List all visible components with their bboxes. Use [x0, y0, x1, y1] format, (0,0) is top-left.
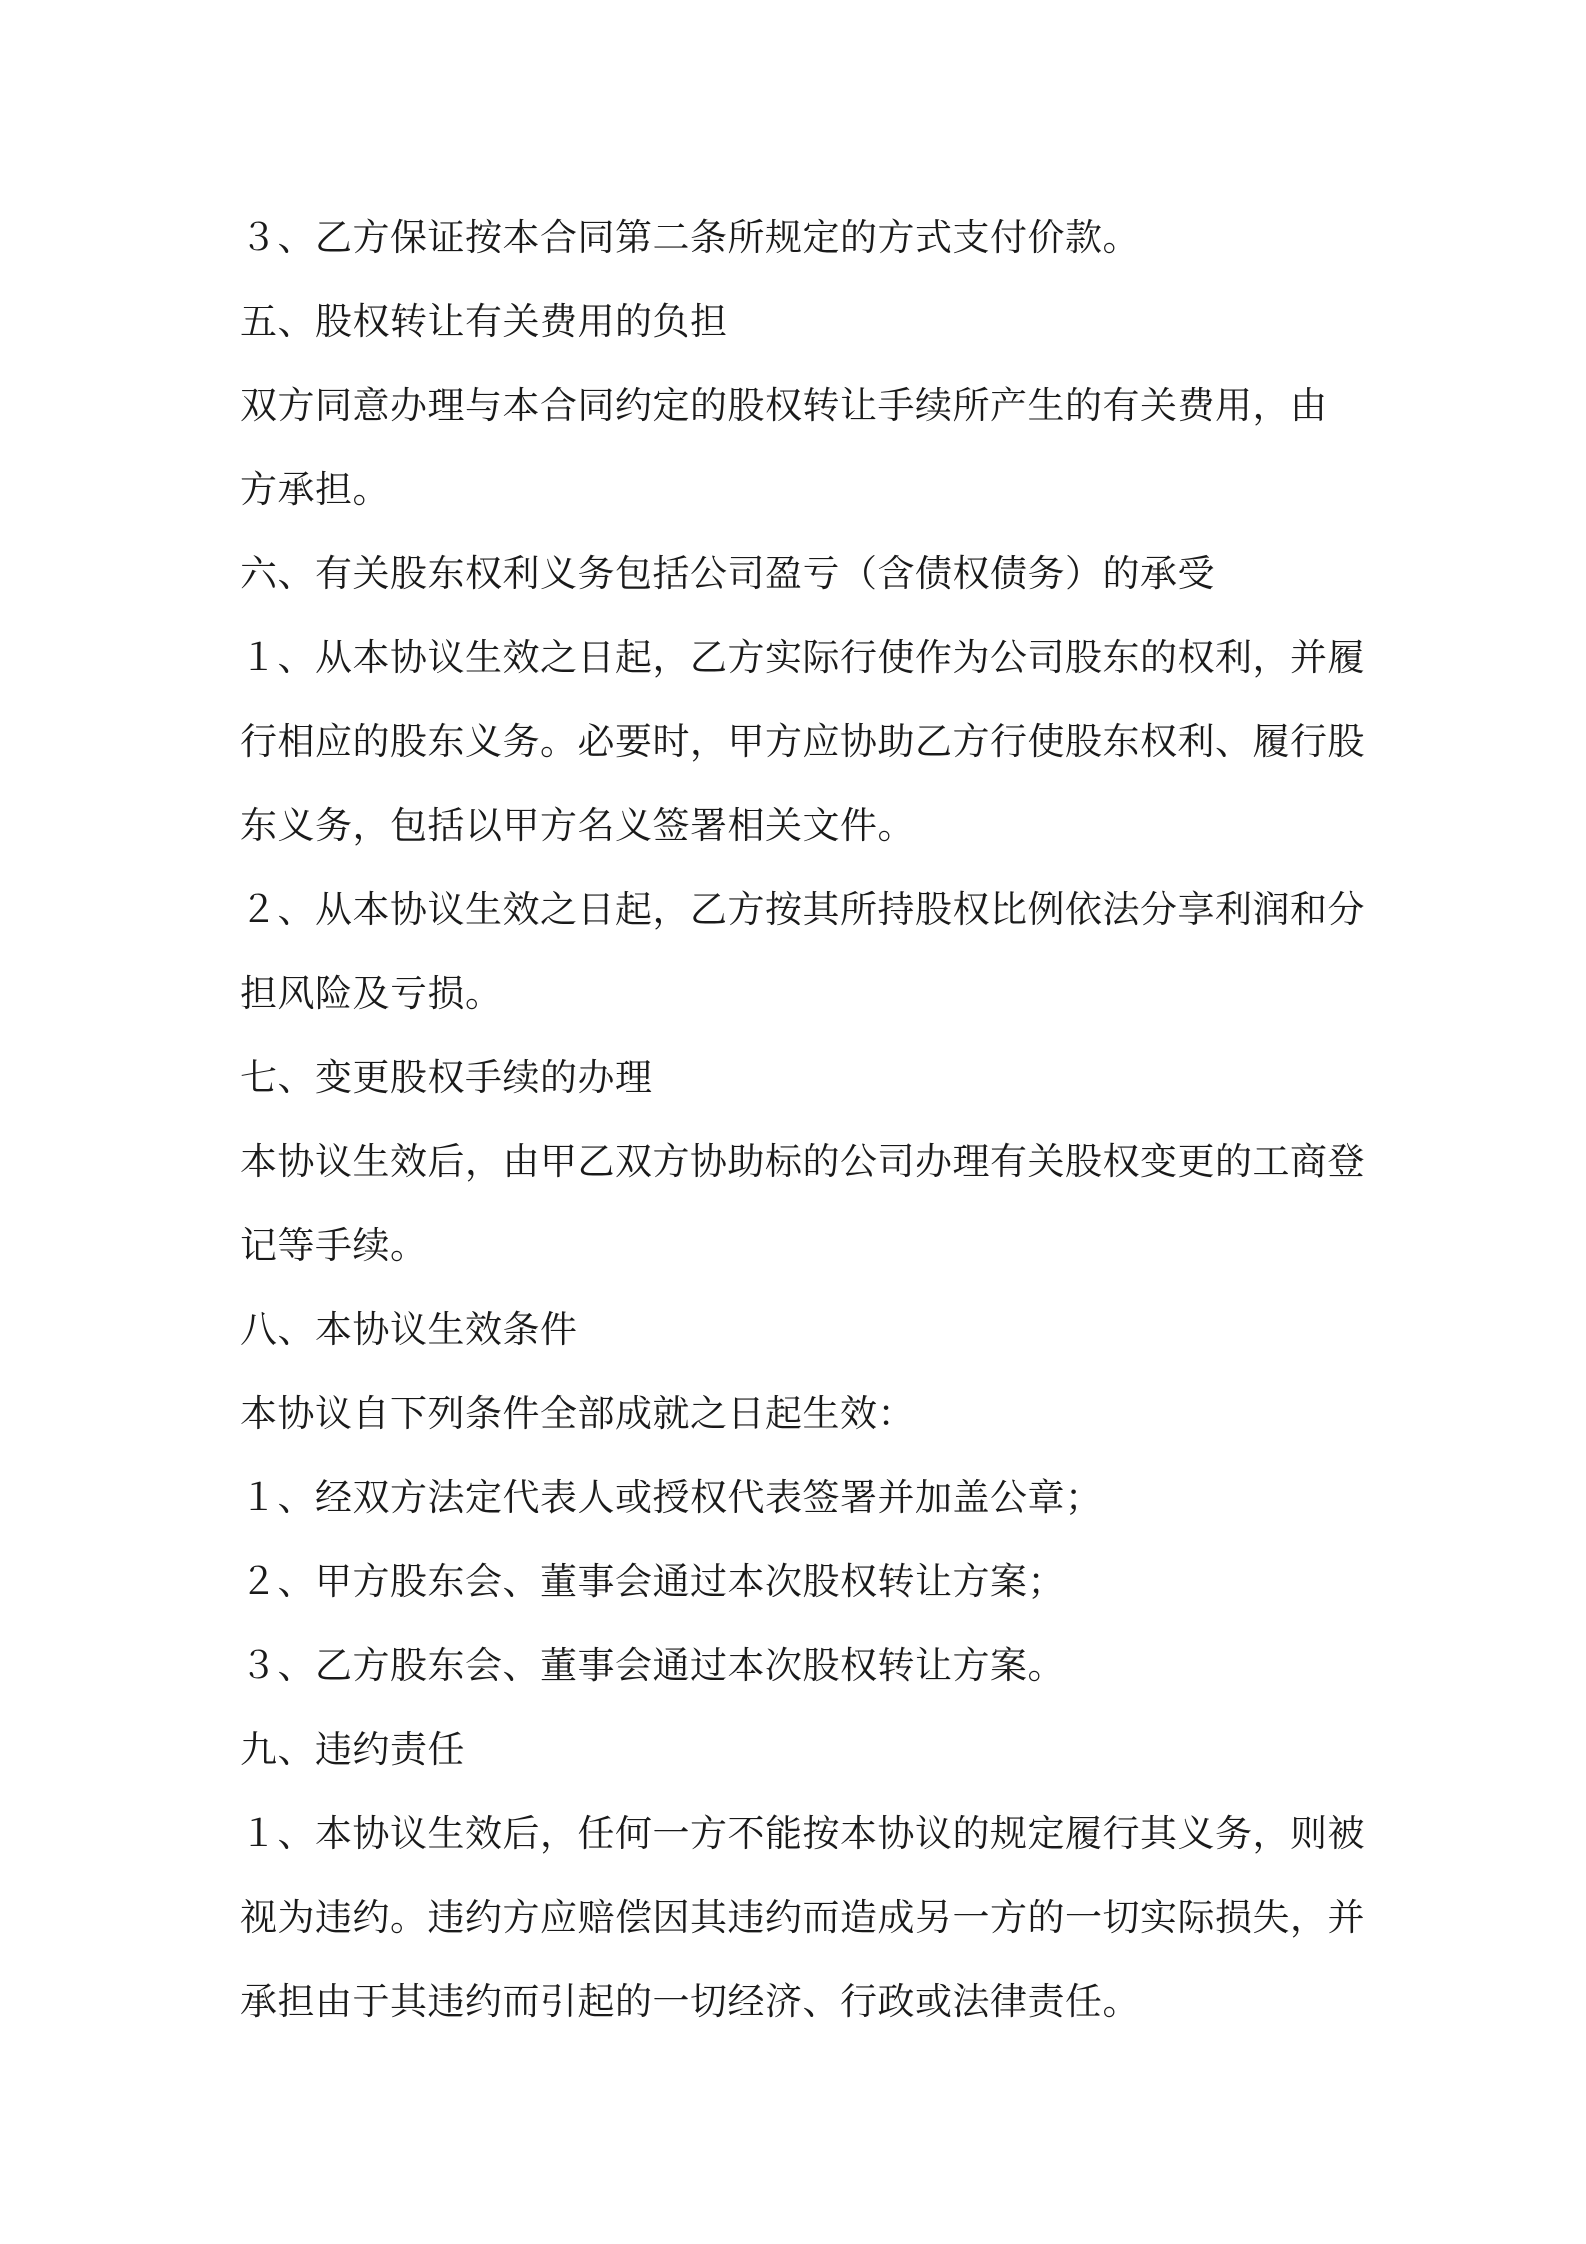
section-heading: 五、股权转让有关费用的负担 — [240, 300, 728, 343]
text-line: 本协议自下列条件全部成就之日起生效： — [240, 1392, 915, 1435]
section-heading: 七、变更股权手续的办理 — [240, 1056, 653, 1099]
text-line: 行相应的股东义务。必要时，甲方应协助乙方行使股东权利、履行股 — [240, 720, 1365, 763]
section-heading: 八、本协议生效条件 — [240, 1308, 578, 1351]
text-line: 本协议生效后，由甲乙双方协助标的公司办理有关股权变更的工商登 — [240, 1140, 1365, 1183]
text-line: ２、甲方股东会、董事会通过本次股权转让方案； — [240, 1560, 1065, 1603]
text-line: ３、乙方保证按本合同第二条所规定的方式支付价款。 — [240, 216, 1140, 259]
text-line: １、从本协议生效之日起，乙方实际行使作为公司股东的权利，并履 — [240, 636, 1365, 679]
text-line: 承担由于其违约而引起的一切经济、行政或法律责任。 — [240, 1980, 1140, 2023]
text-line: 视为违约。违约方应赔偿因其违约而造成另一方的一切实际损失，并 — [240, 1896, 1365, 1939]
text-line: １、本协议生效后，任何一方不能按本协议的规定履行其义务，则被 — [240, 1812, 1365, 1855]
text-line: ２、从本协议生效之日起，乙方按其所持股权比例依法分享利润和分 — [240, 888, 1365, 931]
text-line: 担风险及亏损。 — [240, 972, 503, 1015]
document-body — [240, 196, 1365, 2044]
text-line: ３、乙方股东会、董事会通过本次股权转让方案。 — [240, 1644, 1065, 1687]
text-line: 记等手续。 — [240, 1224, 428, 1267]
text-line: 方承担。 — [240, 468, 390, 511]
text-line: 双方同意办理与本合同约定的股权转让手续所产生的有关费用，由 — [240, 384, 1328, 427]
text-line: １、经双方法定代表人或授权代表签署并加盖公章； — [240, 1476, 1103, 1519]
section-heading: 六、有关股东权利义务包括公司盈亏（含债权债务）的承受 — [240, 552, 1215, 595]
text-line: 东义务，包括以甲方名义签署相关文件。 — [240, 804, 915, 847]
section-heading: 九、违约责任 — [240, 1728, 465, 1771]
